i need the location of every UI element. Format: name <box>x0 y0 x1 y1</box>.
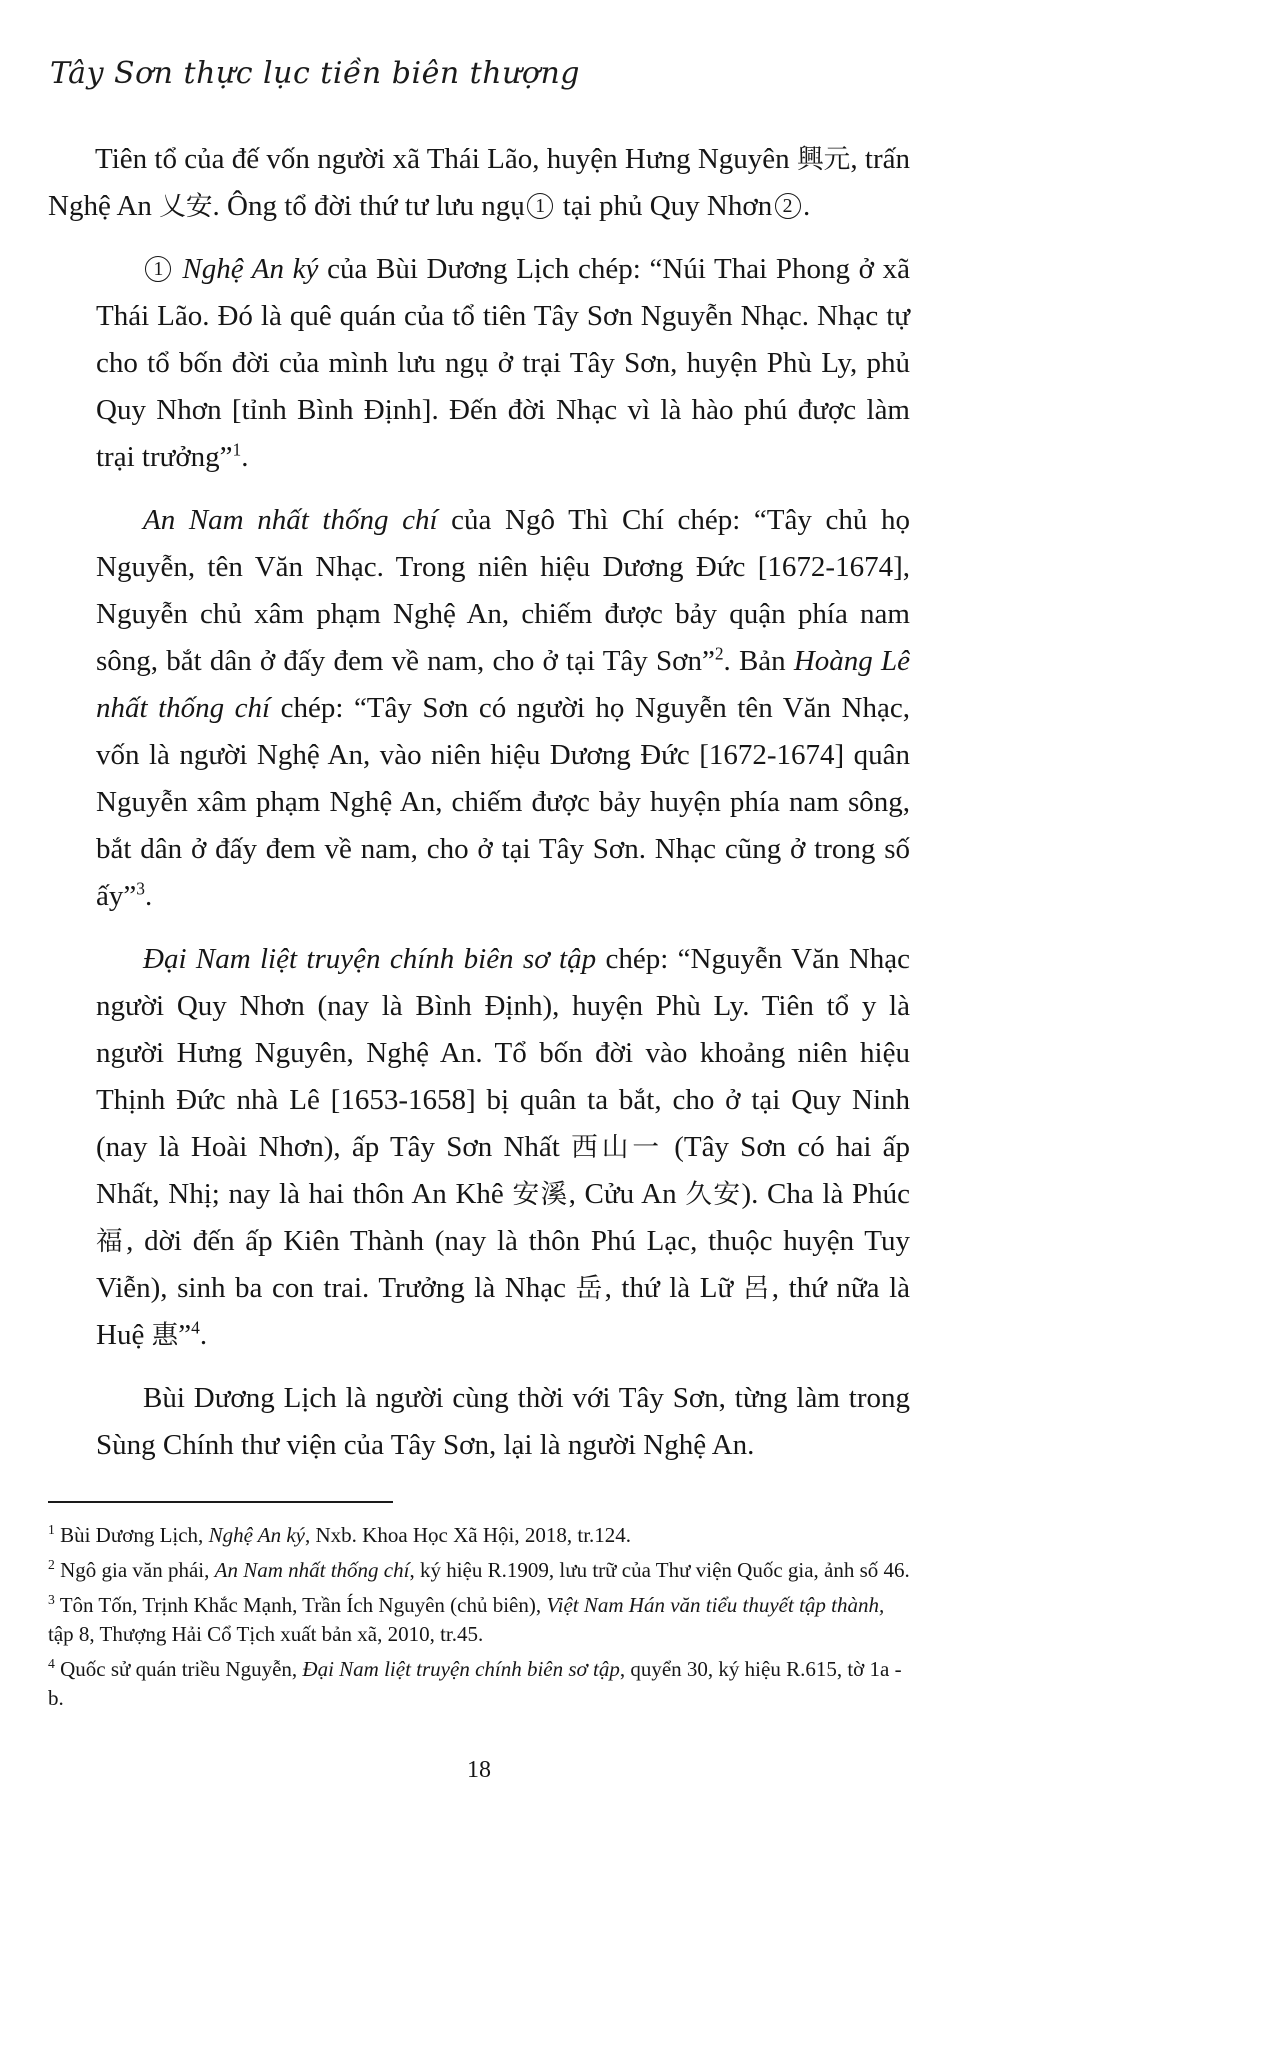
text-segment: 呂 <box>742 1273 772 1304</box>
text-segment: Hoàng Lê nhất thống chí <box>96 645 910 724</box>
text-segment: An Nam nhất thống chí <box>214 1558 410 1582</box>
text-segment: 岳 <box>575 1273 605 1304</box>
text-segment: của Ngô Thì Chí chép: “Tây chủ họ Nguyễn, tên Văn Nhạc. Trong niên hiệu Dương Đức [1672-1674], Nguyễn chủ xâm phạm Nghệ An, chiếm được bảy quận phía nam sông, bắt dân ở đấy đem về nam, cho ở tại Tây Sơn” <box>96 504 910 677</box>
text-segment: chép: “Tây Sơn có người họ Nguyễn tên Văn Nhạc, vốn là người Nghệ An, vào niên hiệu Dương Đức [1672-1674] quân Nguyễn xâm phạm Nghệ An, chiếm được bảy huyện phía nam sông, bắt dân ở đấy đem về nam, cho ở tại Tây Sơn. Nhạc cũng ở trong số ấy” <box>96 692 910 912</box>
page-content <box>48 56 910 1784</box>
text-segment: , trấn Nghệ An <box>48 143 910 222</box>
text-segment: Đại Nam liệt truyện chính biên sơ tập <box>302 1657 620 1681</box>
body-text <box>48 136 910 1469</box>
circled-number: 1 <box>145 256 171 282</box>
footnote-1 <box>48 1521 910 1550</box>
circled-number: 2 <box>775 193 801 219</box>
text-segment: 興元 <box>796 144 851 175</box>
text-segment: , dời đến ấp Kiên Thành (nay là thôn Phú Lạc, thuộc huyện Tuy Viễn), sinh ba con trai. Trưởng là Nhạc <box>96 1225 910 1304</box>
footnotes <box>48 1521 910 1713</box>
text-segment: . <box>802 190 811 222</box>
text-segment: , Nxb. Khoa Học Xã Hội, 2018, tr.124. <box>304 1523 632 1547</box>
circled-number: 1 <box>527 193 553 219</box>
text-segment: tại phủ Quy Nhơn <box>555 190 773 222</box>
running-header: Tây Sơn thực lục tiền biên thượng <box>50 56 580 91</box>
text-segment: An Nam nhất thống chí <box>143 504 438 536</box>
text-segment: . <box>241 441 249 473</box>
text-segment: , thứ là Lữ <box>604 1272 743 1304</box>
text-segment: Tôn Tốn, Trịnh Khắc Mạnh, Trần Ích Nguyên (chủ biên), <box>54 1593 547 1617</box>
footnote-marker: 1 <box>232 439 242 460</box>
text-segment: 福 <box>96 1226 127 1257</box>
footnote-marker: 3 <box>48 1592 55 1607</box>
text-segment: Bùi Dương Lịch, <box>54 1523 209 1547</box>
footnote-marker: 4 <box>191 1317 200 1338</box>
text-segment: Đại Nam liệt truyện chính biên sơ tập <box>143 943 597 975</box>
paragraph-opening <box>48 136 910 230</box>
text-segment: 安溪 <box>512 1179 569 1210</box>
page-number: 18 <box>467 1757 491 1783</box>
text-segment: . <box>199 1319 208 1351</box>
text-segment: Quốc sử quán triều Nguyễn, <box>54 1657 303 1681</box>
text-segment: , quyển 30, ký hiệu R.615, tờ 1a - b. <box>48 1657 902 1710</box>
footnote-marker: 3 <box>136 878 145 899</box>
text-segment: , ký hiệu R.1909, lưu trữ của Thư viện Quốc gia, ảnh số 46. <box>409 1558 910 1582</box>
text-segment: . <box>144 880 153 912</box>
footnote-marker: 2 <box>714 643 724 664</box>
text-segment: của Bùi Dương Lịch chép: “Núi Thai Phong ở xã Thái Lão. Đó là quê quán của tổ tiên Tây Sơn Nguyễn Nhạc. Nhạc tự cho tổ bốn đời của mình lưu ngụ ở trại Tây Sơn, huyện Phù Ly, phủ Quy Nhơn [tỉnh Bình Định]. Đến đời Nhạc vì là hào phú được làm trại trưởng” <box>96 253 910 473</box>
paragraph-quote-an-nam <box>96 497 910 920</box>
text-segment: 惠 <box>151 1320 179 1351</box>
paragraph-note-1 <box>96 246 910 481</box>
footnote-marker: 1 <box>48 1522 55 1537</box>
text-segment: Bùi Dương Lịch là người cùng thời với Tây Sơn, từng làm trong Sùng Chính thư viện của Tây Sơn, lại là người Nghệ An. <box>96 1382 910 1461</box>
paragraph-quote-dai-nam <box>96 936 910 1359</box>
footnote-separator <box>48 1501 393 1503</box>
text-segment: . Ông tổ đời thứ tư lưu ngụ <box>212 190 525 222</box>
text-segment: ). Cha là Phúc <box>741 1178 910 1210</box>
footnote-4 <box>48 1655 910 1713</box>
text-segment: , Cửu An <box>568 1178 686 1210</box>
text-segment: Nghệ An ký <box>182 253 319 285</box>
footnote-marker: 2 <box>48 1557 55 1572</box>
paragraph-closing <box>96 1375 910 1469</box>
text-segment: Tiên tổ của đế vốn người xã Thái Lão, huyện Hưng Nguyên <box>95 143 797 175</box>
text-segment: chép: “Nguyễn Văn Nhạc người Quy Nhơn (nay là Bình Định), huyện Phù Ly. Tiên tổ y là người Hưng Nguyên, Nghệ An. Tổ bốn đời vào khoảng niên hiệu Thịnh Đức nhà Lê [1653-1658] bị quân ta bắt, cho ở tại Quy Ninh (nay là Hoài Nhơn), ấp Tây Sơn Nhất <box>96 943 911 1163</box>
text-segment: (Tây Sơn có hai ấp Nhất, Nhị; nay là hai thôn An Khê <box>96 1131 910 1210</box>
footnote-marker: 4 <box>48 1656 55 1671</box>
text-segment: 西山一 <box>571 1132 663 1163</box>
text-segment: Việt Nam Hán văn tiểu thuyết tập thành, <box>546 1593 885 1617</box>
text-segment: 乂安 <box>159 191 213 222</box>
footnote-2 <box>48 1556 910 1585</box>
text-segment: tập 8, Thượng Hải Cổ Tịch xuất bản xã, 2010, tr.45. <box>48 1622 484 1646</box>
text-segment: Nghệ An ký <box>208 1523 305 1547</box>
text-segment: , thứ nữa là Huệ <box>96 1272 910 1351</box>
text-segment: 久安 <box>685 1179 742 1210</box>
footnote-3 <box>48 1591 910 1649</box>
text-segment: . Bản <box>723 645 794 677</box>
text-segment: ” <box>178 1319 192 1351</box>
text-segment: Ngô gia văn phái, <box>54 1558 215 1582</box>
